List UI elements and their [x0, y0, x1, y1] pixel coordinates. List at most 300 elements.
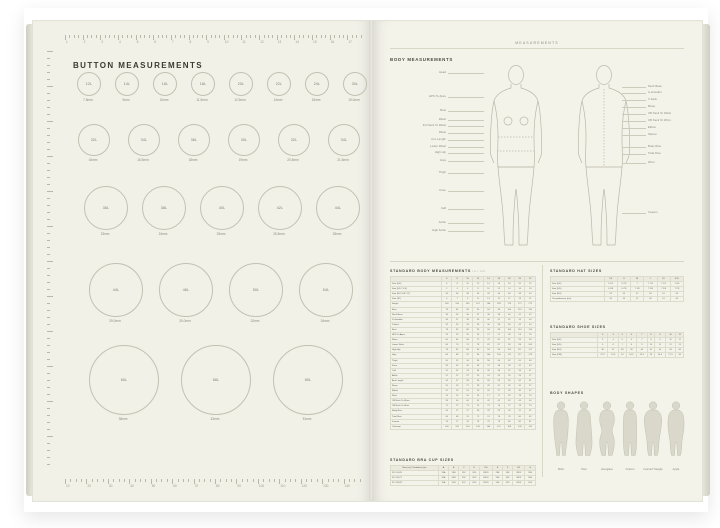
table-cell: 105	[494, 353, 504, 358]
ruler-label: 110	[280, 484, 286, 488]
button-size-circle: 22L	[267, 72, 291, 96]
table-cell: 19	[515, 297, 525, 302]
table-cell: 58	[462, 378, 472, 383]
table-cell: 42	[483, 399, 493, 404]
table-cell: 73	[462, 404, 472, 409]
table-cell: 6 7/8	[617, 287, 630, 292]
table-cell: 28 / 24-25	[391, 471, 439, 476]
table-cell: 39	[442, 399, 452, 404]
standard-body-measurements-title	[390, 269, 485, 273]
table-cell: 33	[462, 368, 472, 373]
table-header-cell: M	[631, 277, 644, 282]
table-cell: 30DD	[479, 476, 492, 481]
button-size-circle: 38L	[142, 186, 186, 230]
table-cell: 41	[525, 368, 536, 373]
table-cell: 14	[483, 282, 493, 287]
body-label-right: Wrist	[648, 161, 655, 164]
body-label-right: Total Rise	[648, 152, 661, 155]
table-cell: 82	[525, 414, 536, 419]
button-size-circle: 54L	[299, 263, 353, 317]
table-cell: Size (US)	[551, 287, 605, 292]
table-cell: 59	[494, 378, 504, 383]
table-cell: 42	[655, 348, 666, 353]
table-header-cell: 12	[473, 277, 483, 282]
button-size-caption: 11.5mm	[196, 98, 208, 102]
button-size-caption: 19mm	[238, 158, 248, 162]
table-cell: 105	[525, 343, 536, 348]
table-header-cell: 5	[618, 333, 626, 338]
table-cell: 30	[515, 389, 525, 394]
table-cell: 35	[452, 312, 462, 317]
table-cell: 35	[462, 363, 472, 368]
table-cell: 81	[525, 419, 536, 424]
table-cell: 167	[473, 302, 483, 307]
body-label-right: Sleeve	[648, 133, 657, 136]
table-cell: 78	[473, 419, 483, 424]
table-cell: 57	[452, 378, 462, 383]
ruler-label: 17	[348, 40, 352, 44]
table-cell: 3	[597, 338, 608, 343]
button-size-caption: 34mm	[320, 319, 330, 323]
table-cell: 18	[504, 282, 514, 287]
table-cell: 41	[494, 317, 504, 322]
table-cell: 44	[676, 348, 684, 353]
table-cell: 53	[604, 292, 617, 297]
table-cell: 44	[525, 317, 536, 322]
table-header-cell: 6	[626, 333, 637, 338]
table-cell: 6	[608, 343, 619, 348]
button-size-circle: 40L	[200, 186, 244, 230]
table-cell: 4	[608, 338, 619, 343]
table-cell: 40	[473, 292, 483, 297]
table-cell: 26.5	[655, 353, 666, 358]
table-header-cell: E	[492, 466, 502, 471]
table-cell: 30C	[459, 476, 469, 481]
ruler-label: 80	[216, 484, 220, 488]
table-cell: 26	[473, 333, 483, 338]
button-size-caption: 38mm	[118, 417, 128, 421]
table-cell: 20	[515, 282, 525, 287]
table-cell: 22	[525, 282, 536, 287]
table-cell: 58	[483, 358, 493, 363]
button-size-caption: 28mm	[332, 232, 342, 236]
body-measurements-title: BODY MEASUREMENTS	[390, 57, 454, 62]
table-cell: 87	[504, 338, 514, 343]
table-cell: 27	[452, 409, 462, 414]
table-cell: 19	[525, 394, 536, 399]
table-cell: 12	[494, 287, 504, 292]
ruler-label: 5	[136, 40, 139, 44]
table-cell: 28FF	[513, 471, 525, 476]
table-cell: 172	[525, 302, 536, 307]
table-cell: 7 3/8	[644, 287, 657, 292]
body-label-left: Calf	[440, 207, 446, 210]
ruler-label: 130	[323, 484, 329, 488]
table-cell: 108	[504, 424, 514, 429]
table-header-cell: L	[644, 277, 657, 282]
table-cell: 31	[494, 383, 504, 388]
table-cell: 23	[452, 389, 462, 394]
body-label-right: CB Neck To Wrist	[648, 119, 671, 122]
ruler-label: 16	[330, 40, 335, 44]
table-cell: 107	[494, 424, 504, 429]
table-cell: 57	[631, 292, 644, 297]
table-row	[391, 424, 536, 429]
table-cell: 53	[604, 297, 617, 302]
table-cell: 57	[631, 297, 644, 302]
table-cell: 7 3/4	[670, 282, 683, 287]
table-cell: 78	[473, 343, 483, 348]
table-cell: 6 1/2	[604, 282, 617, 287]
table-cell: 17	[483, 394, 493, 399]
tables-divider	[390, 261, 684, 262]
table-cell: 74	[462, 343, 472, 348]
table-cell: 78	[442, 348, 452, 353]
table-cell: 33	[452, 322, 462, 327]
body-label-left: Lower Waist	[430, 145, 446, 148]
table-cell: 100	[483, 353, 493, 358]
table-cell: 12	[665, 343, 676, 348]
table-cell: 39	[494, 312, 504, 317]
table-cell: 10	[647, 343, 655, 348]
table-cell: 33	[504, 383, 514, 388]
table-cell: 25	[452, 333, 462, 338]
table-cell: 6	[462, 287, 472, 292]
table-cell: Bust	[391, 327, 442, 332]
table-cell: 15	[494, 297, 504, 302]
table-cell: 10	[483, 287, 493, 292]
table-header-cell: 8	[647, 333, 655, 338]
table-cell: 78	[504, 414, 514, 419]
table-cell: 55	[617, 292, 630, 297]
body-shape-item	[573, 399, 595, 471]
body-shape-item	[665, 399, 687, 471]
table-cell: 104	[504, 327, 514, 332]
table-cell: 34	[442, 292, 452, 297]
table-header-cell: S	[617, 277, 630, 282]
table-cell: 30E	[492, 476, 502, 481]
ruler-label: 7	[171, 40, 174, 44]
table-header-cell: 3	[597, 333, 608, 338]
body-label-left: High Ankle	[432, 229, 446, 232]
ruler-label: 1	[66, 40, 68, 44]
table-cell: 99	[494, 307, 504, 312]
table-cell: 30B	[449, 476, 459, 481]
table-cell: 50	[525, 292, 536, 297]
table-cell: 160	[442, 302, 452, 307]
ruler-label: 13	[277, 40, 282, 44]
ruler-label: 10	[224, 40, 229, 44]
table-cell: 5	[442, 297, 452, 302]
table-cell: 38	[462, 292, 472, 297]
table-cell: 7 1/4	[644, 282, 657, 287]
table-cell: 7	[618, 343, 626, 348]
table-cell: 46	[504, 292, 514, 297]
table-cell: 117	[515, 353, 525, 358]
table-cell: 37	[452, 317, 462, 322]
table-cell: X-shoulder	[391, 317, 442, 322]
ruler-label: 15	[313, 40, 317, 44]
button-size-caption: 7.5mm	[83, 98, 93, 102]
table-cell: 99	[515, 343, 525, 348]
table-cell: 70	[462, 414, 472, 419]
table-cell: 43	[515, 399, 525, 404]
table-cell: 43	[525, 363, 536, 368]
table-cell: Neck Base	[391, 312, 442, 317]
table-cell: 77	[504, 404, 514, 409]
table-cell: 61	[657, 297, 670, 302]
ruler-label: 3	[101, 40, 104, 44]
button-size-caption: 25mm	[216, 232, 226, 236]
table-cell: 63	[670, 292, 683, 297]
table-cell: 110	[525, 424, 536, 429]
table-cell: 75	[483, 404, 493, 409]
table-cell: 8	[647, 338, 655, 343]
table-cell: 11	[655, 343, 666, 348]
body-label-right: Elbow	[648, 126, 656, 129]
table-cell: 70	[452, 343, 462, 348]
data-table	[390, 276, 536, 430]
body-label-left: Waist	[438, 118, 446, 121]
table-cell: 92	[462, 353, 472, 358]
body-label-right: Bicep	[648, 105, 656, 108]
table-cell: 29	[494, 409, 504, 414]
table-cell: 80	[504, 419, 514, 424]
table-cell: Hips	[391, 353, 442, 358]
tables-divider-vertical	[542, 265, 543, 477]
table-header-cell: A	[438, 466, 448, 471]
table-cell: 23.5	[608, 353, 619, 358]
table-cell: 28	[676, 353, 684, 358]
table-cell: 170	[504, 302, 514, 307]
button-size-circle: 68L	[181, 345, 251, 415]
table-cell: 82	[483, 343, 493, 348]
table-cell: 77	[452, 419, 462, 424]
table-cell: 41	[473, 399, 483, 404]
table-cell: 65	[515, 358, 525, 363]
table-cell: 82	[452, 348, 462, 353]
table-cell: 5	[618, 338, 626, 343]
table-cell: 28DD	[479, 471, 492, 476]
table-cell: 24	[462, 389, 472, 394]
standard-bra-cup-title: STANDARD BRA CUP SIZES	[390, 458, 454, 462]
table-cell: 44	[525, 399, 536, 404]
table-cell: 22	[442, 389, 452, 394]
ruler-top	[65, 35, 365, 44]
body-label-right: A-shoulder	[648, 91, 662, 94]
table-cell: 116	[525, 307, 536, 312]
table-cell: 86	[462, 348, 472, 353]
table-cell: 24	[618, 353, 626, 358]
table-cell: 56	[442, 378, 452, 383]
table-cell: 88	[452, 353, 462, 358]
ruler-label: 100	[258, 484, 265, 488]
table-cell: 21	[525, 297, 536, 302]
table-cell: 7 1/2	[657, 282, 670, 287]
ruler-label: 70	[194, 484, 199, 488]
table-cell: 43	[665, 348, 676, 353]
table-header-cell: 22	[525, 277, 536, 282]
table-cell: 7	[452, 297, 462, 302]
button-size-caption: 16.5mm	[137, 158, 149, 162]
button-size-circle: 30L	[343, 72, 367, 96]
figure-back	[572, 63, 636, 251]
table-cell: 62	[504, 358, 514, 363]
body-label-left: Knee	[439, 189, 446, 192]
body-shape-icon	[642, 399, 664, 465]
table-cell: 38	[618, 348, 626, 353]
button-size-circle: 20L	[229, 72, 253, 96]
table-cell: 11	[676, 338, 684, 343]
table-cell: 30D	[469, 476, 479, 481]
table-cell: 16	[515, 287, 525, 292]
table-cell: 7 5/8	[657, 287, 670, 292]
table-cell: 32D	[469, 481, 479, 486]
table-cell: 28D	[469, 471, 479, 476]
table-cell: 32	[442, 322, 452, 327]
table-cell: 8	[452, 282, 462, 287]
button-size-caption: 16mm	[88, 158, 98, 162]
table-cell: 165	[462, 302, 472, 307]
body-shape-label: Column	[625, 468, 635, 471]
table-cell: 16	[473, 394, 483, 399]
table-cell: 22	[452, 373, 462, 378]
table-cell: 64	[452, 338, 462, 343]
table-cell: Size (EU / FR / IT)	[391, 292, 442, 297]
table-header-cell: F	[503, 466, 513, 471]
table-cell: 84	[442, 353, 452, 358]
table-cell: 21	[442, 373, 452, 378]
table-cell: 66	[442, 414, 452, 419]
table-cell: 52	[452, 358, 462, 363]
table-cell: 86	[462, 307, 472, 312]
table-cell: 90	[473, 327, 483, 332]
table-cell: 42	[483, 292, 493, 297]
table-cell: 37	[608, 348, 619, 353]
table-cell: 32E	[492, 481, 502, 486]
table-cell: 96	[473, 353, 483, 358]
button-size-circle: 80L	[273, 345, 343, 415]
button-size-circle: 30L	[228, 124, 260, 156]
table-cell: 40	[504, 312, 514, 317]
table-cell: 35	[515, 383, 525, 388]
body-label-left: 3/4 Neck To Waist	[422, 124, 446, 127]
table-cell: 16	[462, 394, 472, 399]
table-cell: 40	[637, 348, 648, 353]
table-header-cell: D	[469, 466, 479, 471]
standard-hat-title: STANDARD HAT SIZES	[550, 269, 602, 273]
button-size-circle: 34L	[128, 124, 160, 156]
body-label-left: HPS To Apex	[429, 95, 446, 98]
table-cell: 18	[525, 287, 536, 292]
table-header-cell: 9	[655, 333, 666, 338]
table-cell: 68	[462, 338, 472, 343]
table-header-cell: XS	[604, 277, 617, 282]
table-cell: 61	[525, 378, 536, 383]
table-cell: 5	[597, 343, 608, 348]
table-cell: 7 1/8	[631, 287, 644, 292]
button-size-circle: 36L	[178, 124, 210, 156]
table-cell: 26	[483, 389, 493, 394]
button-size-caption: 21.5mm	[337, 158, 349, 162]
table-cell: 80	[515, 414, 525, 419]
table-cell: 27.5	[665, 353, 676, 358]
table-cell: 28B	[449, 471, 459, 476]
table-cell: 29	[483, 409, 493, 414]
table-cell: 40	[462, 399, 472, 404]
table-cell: 8	[473, 287, 483, 292]
body-shape-icon	[550, 399, 572, 465]
table-header-cell: 10	[462, 277, 472, 282]
table-cell: 80	[515, 419, 525, 424]
button-size-caption: 30.0mm	[179, 319, 191, 323]
table-cell: 50	[442, 358, 452, 363]
body-shape-item	[550, 399, 572, 471]
left-page	[32, 20, 373, 502]
button-size-circle: 60L	[89, 345, 159, 415]
ruler-label: 4	[118, 40, 121, 44]
ruler-label: 50	[151, 484, 156, 488]
body-label-left: Waist	[438, 131, 446, 134]
table-cell: 6 7/8	[617, 282, 630, 287]
table-cell: 7	[631, 282, 644, 287]
table-cell: 105	[504, 348, 514, 353]
table-cell: 39	[504, 363, 514, 368]
table-cell: 41	[515, 363, 525, 368]
table-cell: 34	[442, 312, 452, 317]
table-header-cell: 4	[608, 333, 619, 338]
running-head: MEASUREMENTS	[515, 41, 559, 45]
body-label-left: Head	[439, 71, 446, 74]
table-header-cell: 16	[494, 277, 504, 282]
table-cell: Calf	[391, 368, 442, 373]
body-label-right: Body Rise	[648, 145, 662, 148]
table-cell: 15	[442, 394, 452, 399]
table-cell: 39	[515, 368, 525, 373]
table-cell: 28	[473, 409, 483, 414]
button-size-caption: 51mm	[302, 417, 312, 421]
table-cell: 2	[442, 287, 452, 292]
table-cell: 44	[494, 292, 504, 297]
body-shapes-title: BODY SHAPES	[550, 391, 584, 395]
button-size-circle: 36L	[84, 186, 128, 230]
table-cell: 31	[525, 409, 536, 414]
table-cell: 27	[494, 333, 504, 338]
ruler-label: 11	[242, 40, 246, 44]
table-cell: 82	[452, 307, 462, 312]
button-size-circle: 44L	[316, 186, 360, 230]
table-header-cell: 20	[515, 277, 525, 282]
table-cell: Height	[391, 302, 442, 307]
ruler-label: 90	[237, 484, 241, 488]
table-cell: 36	[483, 322, 493, 327]
table-cell: 32A	[438, 481, 448, 486]
standard-shoe-title: STANDARD SHOE SIZES	[550, 325, 606, 329]
data-table	[550, 276, 684, 302]
table-cell: 171	[515, 302, 525, 307]
table-cell: 26	[515, 373, 525, 378]
body-label-left: Bust	[440, 109, 446, 112]
table-cell: 24	[442, 333, 452, 338]
table-cell: 38	[462, 317, 472, 322]
table-cell: 79	[494, 419, 504, 424]
body-shape-label: Inverted Triangle	[643, 468, 663, 471]
ruler-left-vertical	[47, 51, 56, 471]
table-cell: 11	[473, 297, 483, 302]
table-cell: Circumference (cm)	[551, 297, 605, 302]
table-header-cell: 8	[452, 277, 462, 282]
table-cell: 68	[525, 358, 536, 363]
